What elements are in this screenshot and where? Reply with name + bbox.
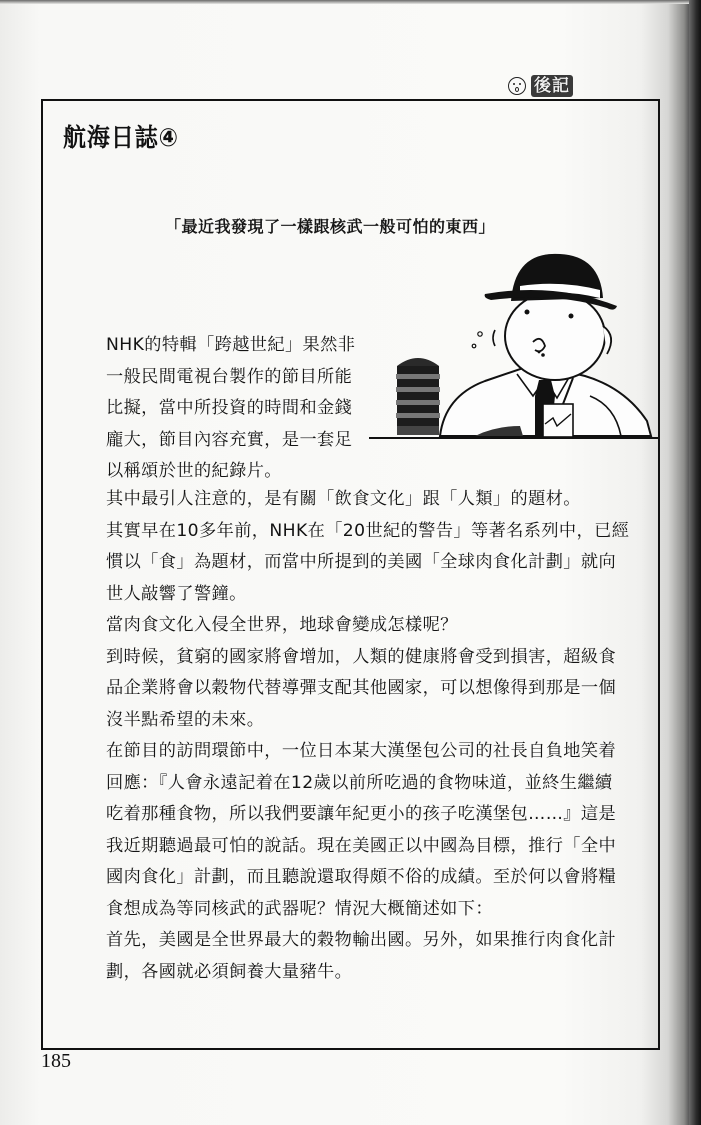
article-subtitle: 「最近我發現了一樣跟核武一般可怕的東西」 <box>165 217 496 236</box>
text-line: 劃，各國就必須飼養大量豬牛。 <box>106 961 353 982</box>
text-line: 一般民間電視台製作的節目所能 <box>106 366 353 387</box>
illustration-table-line <box>369 437 659 439</box>
text-line: 我近期聽過最可怕的說話。現在美國正以中國為目標，推行「全中 <box>106 835 617 856</box>
text-line: 首先，美國是全世界最大的穀物輸出國。另外，如果推行肉食化計 <box>106 930 617 950</box>
text-line: 比擬，當中所投資的時間和金錢 <box>106 398 353 418</box>
text-line: 當肉食文化入侵全世界，地球會變成怎樣呢？ <box>106 615 458 635</box>
text-line: 以稱頌於世的紀錄片。 <box>106 461 282 481</box>
hamburger-stack-icon <box>396 358 440 435</box>
text-line: 慣以「食」為題材，而當中所提到的美國「全球肉食化計劃」就向 <box>106 552 617 572</box>
text-line: 其中最引人注意的，是有關「飲食文化」跟「人類」的題材。 <box>106 489 581 509</box>
text-line: 吃着那種食物，所以我們要讓年紀更小的孩子吃漢堡包……』這是 <box>106 804 617 824</box>
text-line: 世人敲響了警鐘。 <box>106 583 247 604</box>
section-header <box>508 74 573 98</box>
text-line: 國肉食化」計劃，而且聽說還取得頗不俗的成績。至於何以會將糧 <box>106 867 617 887</box>
book-spine-shadow <box>689 0 701 1125</box>
text-line: 在節目的訪問環節中，一位日本某大漢堡包公司的社長自負地笑着 <box>106 741 617 761</box>
text-line: 食想成為等同核武的武器呢？情況大概簡述如下： <box>106 898 493 919</box>
face-icon <box>508 77 526 95</box>
text-line: 品企業將會以穀物代替導彈支配其他國家，可以想像得到那是一個 <box>106 678 617 698</box>
text-line: NHK的特輯「跨越世紀」果然非 <box>106 335 356 355</box>
article-title: 航海日誌④ <box>63 123 180 152</box>
text-line: 其實早在10多年前，NHK在「20世紀的警告」等著名系列中，已經 <box>106 520 630 541</box>
text-line: 沒半點希望的未來。 <box>106 709 265 730</box>
body-paragraphs <box>106 484 630 988</box>
intro-paragraph <box>106 330 371 488</box>
man-eating-hamburger-illustration <box>385 246 658 440</box>
page-number: 185 <box>41 1050 71 1072</box>
section-label: 後記 <box>531 75 573 97</box>
text-line: 回應：『人會永遠記着在12歲以前所吃過的食物味道，並終生繼續 <box>106 772 613 793</box>
page-top-edge <box>0 0 701 4</box>
text-line: 到時候，貧窮的國家將會增加，人類的健康將會受到損害，超級食 <box>106 646 617 667</box>
text-line: 龐大，節目內容充實，是一套足 <box>106 429 353 450</box>
